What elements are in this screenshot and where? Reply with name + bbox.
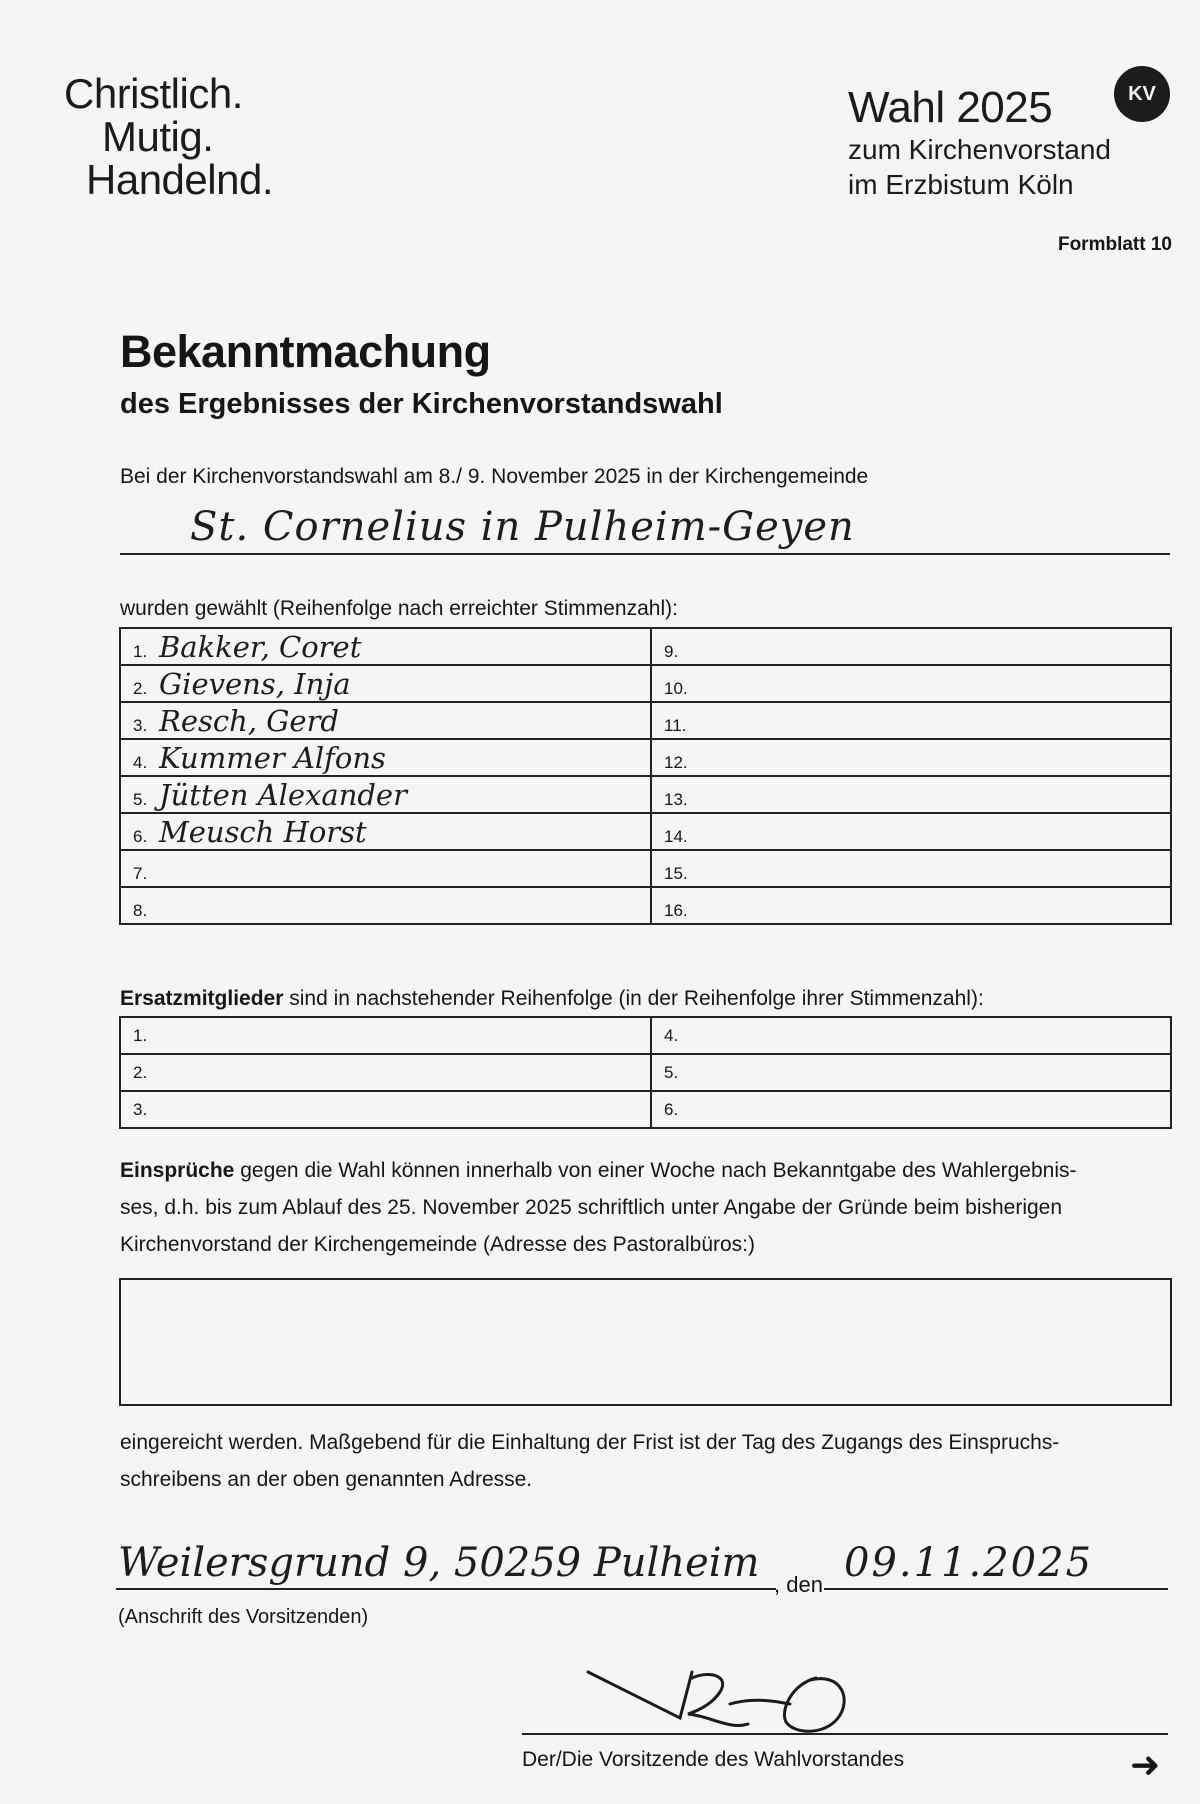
table-row	[120, 813, 1171, 850]
slogan	[64, 72, 273, 201]
row-number: 8.	[133, 900, 148, 920]
chair-address-handwritten[interactable]: Weilersgrund 9, 50259 Pulheim	[118, 1540, 760, 1586]
elected-cell-1[interactable]	[120, 628, 651, 665]
date-handwritten[interactable]: 09.11.2025	[844, 1540, 1094, 1586]
form-number: Formblatt 10	[1057, 234, 1172, 255]
row-number: 1.	[133, 641, 148, 661]
row-number: 7.	[133, 863, 148, 883]
elected-cell-2[interactable]	[120, 665, 651, 702]
table-row	[120, 1091, 1171, 1128]
elected-cell-5[interactable]	[120, 776, 651, 813]
row-number: 5.	[664, 1062, 679, 1082]
elected-cell-11[interactable]	[651, 702, 1171, 739]
alternate-cell-6[interactable]	[651, 1091, 1171, 1128]
table-row	[120, 1017, 1171, 1054]
table-row	[120, 887, 1171, 924]
next-page-arrow-icon: ➜	[1130, 1744, 1161, 1785]
elected-cell-4[interactable]	[120, 739, 651, 776]
row-number: 2.	[133, 678, 148, 698]
deadline-line-1: eingereicht werden. Maßgebend für die Einhaltung der Frist ist der Tag des Zugangs des Einspruchs-	[120, 1431, 1060, 1454]
den-label: , den	[774, 1572, 823, 1597]
row-number: 10.	[664, 678, 688, 698]
elected-cell-8[interactable]	[120, 887, 651, 924]
elected-cell-10[interactable]	[651, 665, 1171, 702]
deadline-text	[120, 1424, 1180, 1498]
elected-name: Jütten Alexander	[159, 777, 407, 812]
row-number: 6.	[664, 1099, 679, 1119]
elected-name: Gievens, Inja	[159, 666, 351, 701]
parish-underline	[120, 553, 1170, 555]
alternate-cell-1[interactable]	[120, 1017, 651, 1054]
row-number: 15.	[664, 863, 688, 883]
deadline-line-2: schreibens an der oben genannten Adresse.	[120, 1468, 533, 1491]
election-subtitle-1: zum Kirchenvorstand	[848, 134, 1112, 165]
table-row	[120, 665, 1171, 702]
row-number: 1.	[133, 1025, 148, 1045]
kv-badge: KV	[1114, 66, 1170, 122]
address-caption: (Anschrift des Vorsitzenden)	[118, 1606, 369, 1628]
elected-cell-3[interactable]	[120, 702, 651, 739]
row-number: 3.	[133, 1099, 148, 1119]
election-subtitle-2: im Erzbistum Köln	[848, 169, 1074, 200]
slogan-line-2: Mutig.	[102, 113, 214, 160]
alternate-cell-2[interactable]	[120, 1054, 651, 1091]
table-row	[120, 702, 1171, 739]
signature-caption: Der/Die Vorsitzende des Wahlvorstandes	[522, 1748, 905, 1771]
elected-cell-13[interactable]	[651, 776, 1171, 813]
objection-line-3: Kirchenvorstand der Kirchengemeinde (Adresse des Pastoralbüros:)	[120, 1233, 755, 1256]
objection-text	[120, 1152, 1180, 1263]
row-number: 16.	[664, 900, 688, 920]
elected-table	[119, 627, 1172, 925]
objection-line-1: gegen die Wahl können innerhalb von einer Woche nach Bekanntgabe des Wahlergebnis-	[234, 1159, 1077, 1182]
elected-cell-9[interactable]	[651, 628, 1171, 665]
elected-label: wurden gewählt (Reihenfolge nach erreichter Stimmenzahl):	[120, 597, 678, 620]
row-number: 3.	[133, 715, 148, 735]
slogan-line-3: Handelnd.	[86, 156, 273, 203]
elected-cell-15[interactable]	[651, 850, 1171, 887]
slogan-line-1: Christlich.	[64, 70, 243, 117]
signature-drawing	[580, 1660, 860, 1750]
elected-name: Meusch Horst	[159, 814, 367, 849]
alternate-cell-5[interactable]	[651, 1054, 1171, 1091]
row-number: 13.	[664, 789, 688, 809]
table-row	[120, 628, 1171, 665]
table-row	[120, 739, 1171, 776]
row-number: 14.	[664, 826, 688, 846]
table-row	[120, 1054, 1171, 1091]
row-number: 4.	[664, 1025, 679, 1045]
table-row	[120, 850, 1171, 887]
row-number: 6.	[133, 826, 148, 846]
elected-cell-12[interactable]	[651, 739, 1171, 776]
row-number: 2.	[133, 1062, 148, 1082]
elected-cell-6[interactable]	[120, 813, 651, 850]
pastoral-address-box[interactable]	[119, 1278, 1172, 1406]
elected-name: Kummer Alfons	[159, 740, 386, 775]
elected-cell-7[interactable]	[120, 850, 651, 887]
signature-line	[522, 1733, 1168, 1735]
election-title: Wahl 2025	[848, 83, 1053, 132]
parish-name-handwritten[interactable]: St. Cornelius in Pulheim-Geyen	[190, 504, 855, 550]
elected-name: Bakker, Coret	[159, 629, 362, 664]
page-title: Bekanntmachung	[120, 326, 491, 377]
objection-bold: Einsprüche	[120, 1159, 235, 1182]
elected-name: Resch, Gerd	[159, 703, 339, 738]
row-number: 4.	[133, 752, 148, 772]
alternates-label-rest: sind in nachstehender Reihenfolge (in der Reihenfolge ihrer Stimmenzahl):	[283, 987, 984, 1010]
row-number: 11.	[664, 715, 687, 735]
row-number: 5.	[133, 789, 148, 809]
elected-cell-16[interactable]	[651, 887, 1171, 924]
alternate-cell-4[interactable]	[651, 1017, 1171, 1054]
alternates-label-bold: Ersatzmitglieder	[120, 987, 284, 1010]
alternates-label	[120, 980, 984, 1017]
table-row	[120, 776, 1171, 813]
address-underline	[116, 1588, 776, 1590]
alternate-cell-3[interactable]	[120, 1091, 651, 1128]
date-underline	[824, 1588, 1168, 1590]
page-subtitle: des Ergebnisses der Kirchenvorstandswahl	[120, 388, 723, 420]
elected-cell-14[interactable]	[651, 813, 1171, 850]
objection-line-2: ses, d.h. bis zum Ablauf des 25. November 2025 schriftlich unter Angabe der Gründe beim bisherigen	[120, 1196, 1063, 1219]
intro-text: Bei der Kirchenvorstandswahl am 8./ 9. November 2025 in der Kirchengemeinde	[120, 465, 869, 488]
row-number: 9.	[664, 641, 679, 661]
alternates-table	[119, 1016, 1172, 1129]
row-number: 12.	[664, 752, 688, 772]
